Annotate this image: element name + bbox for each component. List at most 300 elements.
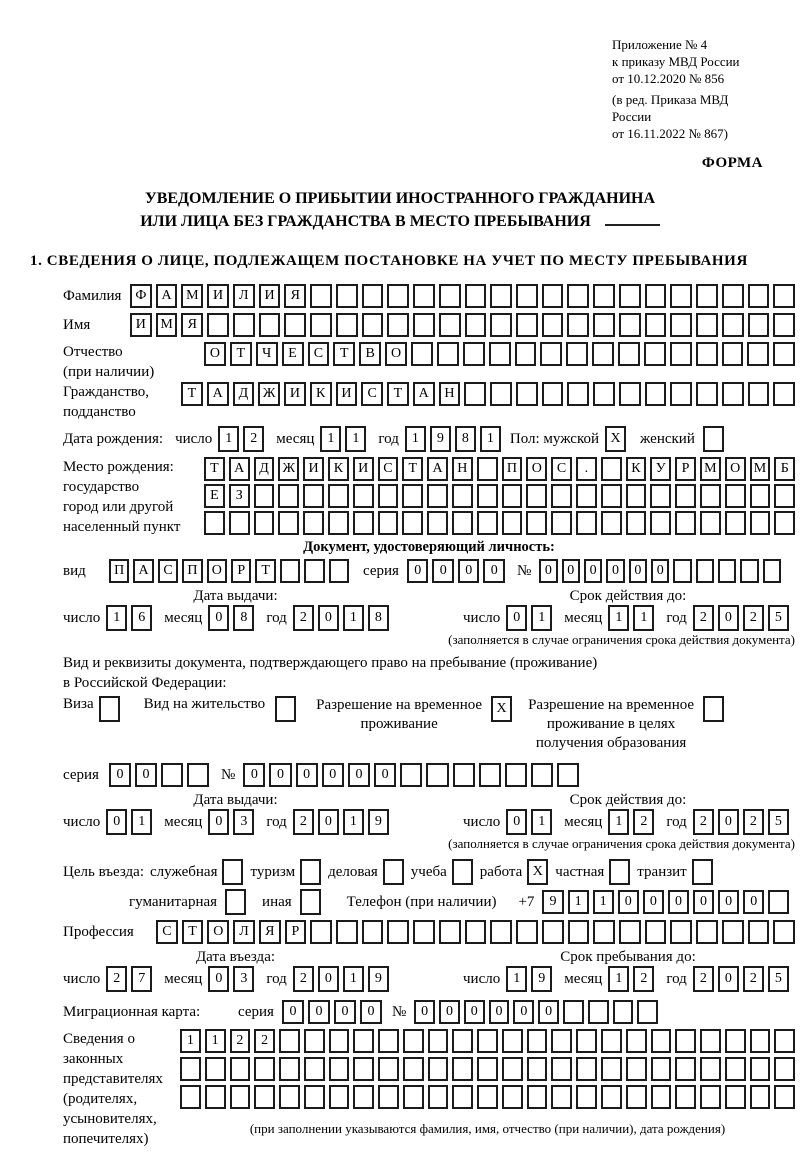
char-box[interactable]: З	[229, 484, 250, 508]
char-box[interactable]	[303, 484, 324, 508]
char-box[interactable]: И	[303, 457, 324, 481]
char-box[interactable]	[675, 511, 696, 535]
char-box[interactable]	[279, 1057, 300, 1081]
char-box[interactable]	[490, 920, 512, 944]
char-box[interactable]	[378, 1057, 399, 1081]
char-box[interactable]	[551, 484, 572, 508]
char-box[interactable]	[670, 284, 692, 308]
char-box[interactable]	[502, 1057, 523, 1081]
char-box[interactable]: 5	[768, 966, 789, 992]
char-box[interactable]	[601, 1029, 622, 1053]
char-box[interactable]	[670, 382, 692, 406]
char-box[interactable]	[387, 284, 409, 308]
char-box[interactable]	[542, 920, 564, 944]
char-box[interactable]	[696, 342, 718, 366]
char-box[interactable]: 0	[318, 809, 339, 835]
char-box[interactable]: 9	[368, 966, 389, 992]
char-box[interactable]	[527, 1085, 548, 1109]
char-box[interactable]: 1	[608, 966, 629, 992]
char-box[interactable]	[465, 313, 487, 337]
char-box[interactable]	[645, 382, 667, 406]
char-box[interactable]	[99, 696, 120, 722]
char-box[interactable]	[651, 1085, 672, 1109]
char-box[interactable]: Л	[233, 920, 255, 944]
char-box[interactable]: 1	[405, 426, 426, 452]
char-box[interactable]	[230, 1085, 251, 1109]
char-box[interactable]	[426, 763, 448, 787]
char-box[interactable]: 0	[360, 1000, 382, 1024]
char-box[interactable]	[411, 342, 433, 366]
char-box[interactable]: 2	[693, 605, 714, 631]
char-box[interactable]	[593, 284, 615, 308]
char-box[interactable]: Т	[402, 457, 423, 481]
char-box[interactable]	[626, 484, 647, 508]
char-box[interactable]: 0	[606, 559, 624, 583]
char-box[interactable]	[187, 763, 209, 787]
char-box[interactable]: Т	[230, 342, 252, 366]
char-box[interactable]: 0	[439, 1000, 460, 1024]
char-box[interactable]: 8	[233, 605, 254, 631]
char-box[interactable]: 1	[131, 809, 152, 835]
char-box[interactable]: 1	[531, 605, 552, 631]
char-box[interactable]	[516, 920, 538, 944]
char-box[interactable]: Б	[774, 457, 795, 481]
char-box[interactable]	[650, 511, 671, 535]
char-box[interactable]	[592, 342, 614, 366]
char-box[interactable]	[502, 511, 523, 535]
char-box[interactable]: 2	[693, 809, 714, 835]
char-box[interactable]	[651, 1029, 672, 1053]
char-box[interactable]	[452, 1029, 473, 1053]
char-box[interactable]: 0	[308, 1000, 330, 1024]
char-box[interactable]	[675, 1057, 696, 1081]
char-box[interactable]	[329, 559, 349, 583]
char-box[interactable]	[278, 511, 299, 535]
char-box[interactable]	[725, 1057, 746, 1081]
char-box[interactable]	[531, 763, 553, 787]
char-box[interactable]	[593, 382, 615, 406]
char-box[interactable]: 1	[345, 426, 366, 452]
char-box[interactable]	[353, 1085, 374, 1109]
char-box[interactable]	[750, 484, 771, 508]
char-box[interactable]: Р	[675, 457, 696, 481]
char-box[interactable]	[279, 1085, 300, 1109]
char-box[interactable]	[310, 920, 332, 944]
char-box[interactable]	[427, 484, 448, 508]
char-box[interactable]	[439, 284, 461, 308]
char-box[interactable]	[387, 920, 409, 944]
char-box[interactable]: 0	[414, 1000, 435, 1024]
char-box[interactable]	[516, 284, 538, 308]
char-box[interactable]	[303, 511, 324, 535]
char-box[interactable]: 1	[106, 605, 127, 631]
char-box[interactable]	[452, 1057, 473, 1081]
char-box[interactable]: 5	[768, 605, 789, 631]
char-box[interactable]: 0	[513, 1000, 534, 1024]
char-box[interactable]	[542, 313, 564, 337]
char-box[interactable]: Т	[255, 559, 275, 583]
char-box[interactable]	[725, 1029, 746, 1053]
char-box[interactable]: С	[551, 457, 572, 481]
char-box[interactable]: 0	[668, 890, 689, 914]
char-box[interactable]	[542, 284, 564, 308]
char-box[interactable]	[259, 313, 281, 337]
char-box[interactable]	[353, 1057, 374, 1081]
char-box[interactable]	[601, 1085, 622, 1109]
char-box[interactable]: 1	[343, 966, 364, 992]
char-box[interactable]: П	[182, 559, 202, 583]
char-box[interactable]	[180, 1085, 201, 1109]
char-box[interactable]	[329, 1029, 350, 1053]
char-box[interactable]	[254, 511, 275, 535]
char-box[interactable]: 1	[480, 426, 501, 452]
char-box[interactable]	[722, 382, 744, 406]
char-box[interactable]: Е	[282, 342, 304, 366]
char-box[interactable]: Т	[181, 382, 203, 406]
char-box[interactable]	[387, 313, 409, 337]
char-box[interactable]: Я	[259, 920, 281, 944]
char-box[interactable]: А	[207, 382, 229, 406]
char-box[interactable]	[703, 696, 724, 722]
char-box[interactable]: 0	[584, 559, 602, 583]
char-box[interactable]	[696, 313, 718, 337]
char-box[interactable]	[329, 1057, 350, 1081]
char-box[interactable]	[722, 284, 744, 308]
char-box[interactable]: 0	[374, 763, 396, 787]
char-box[interactable]	[645, 313, 667, 337]
char-box[interactable]	[593, 313, 615, 337]
char-box[interactable]	[563, 1000, 584, 1024]
char-box[interactable]	[557, 763, 579, 787]
char-box[interactable]	[748, 382, 770, 406]
char-box[interactable]: 2	[293, 605, 314, 631]
char-box[interactable]: К	[310, 382, 332, 406]
char-box[interactable]: 2	[293, 809, 314, 835]
char-box[interactable]	[675, 1085, 696, 1109]
char-box[interactable]	[551, 1085, 572, 1109]
char-box[interactable]: 0	[483, 559, 505, 583]
char-box[interactable]: 1	[180, 1029, 201, 1053]
char-box[interactable]	[336, 313, 358, 337]
char-box[interactable]: 0	[106, 809, 127, 835]
char-box[interactable]	[773, 342, 795, 366]
char-box[interactable]	[477, 511, 498, 535]
char-box[interactable]: X	[605, 426, 626, 452]
char-box[interactable]	[400, 763, 422, 787]
char-box[interactable]	[601, 511, 622, 535]
char-box[interactable]: 0	[693, 890, 714, 914]
char-box[interactable]	[254, 1057, 275, 1081]
char-box[interactable]	[278, 484, 299, 508]
char-box[interactable]	[336, 920, 358, 944]
char-box[interactable]	[413, 313, 435, 337]
char-box[interactable]	[576, 511, 597, 535]
char-box[interactable]	[542, 382, 564, 406]
char-box[interactable]: Н	[452, 457, 473, 481]
char-box[interactable]	[205, 1085, 226, 1109]
char-box[interactable]: 0	[208, 809, 229, 835]
char-box[interactable]	[692, 859, 713, 885]
char-box[interactable]: 2	[633, 966, 654, 992]
char-box[interactable]: 8	[455, 426, 476, 452]
char-box[interactable]: 1	[320, 426, 341, 452]
char-box[interactable]: 0	[718, 966, 739, 992]
char-box[interactable]	[567, 284, 589, 308]
char-box[interactable]: О	[207, 559, 227, 583]
char-box[interactable]	[613, 1000, 634, 1024]
char-box[interactable]: Е	[204, 484, 225, 508]
char-box[interactable]	[353, 1029, 374, 1053]
char-box[interactable]: 1	[343, 809, 364, 835]
char-box[interactable]	[275, 696, 296, 722]
char-box[interactable]: Ч	[256, 342, 278, 366]
char-box[interactable]	[748, 920, 770, 944]
char-box[interactable]	[576, 484, 597, 508]
char-box[interactable]	[526, 511, 547, 535]
char-box[interactable]: Т	[387, 382, 409, 406]
char-box[interactable]	[362, 313, 384, 337]
char-box[interactable]: X	[491, 696, 512, 722]
char-box[interactable]	[747, 342, 769, 366]
char-box[interactable]	[353, 511, 374, 535]
char-box[interactable]: 0	[718, 890, 739, 914]
char-box[interactable]: 0	[718, 809, 739, 835]
char-box[interactable]: Р	[231, 559, 251, 583]
char-box[interactable]	[428, 1029, 449, 1053]
char-box[interactable]: .	[576, 457, 597, 481]
char-box[interactable]	[490, 382, 512, 406]
char-box[interactable]	[588, 1000, 609, 1024]
char-box[interactable]: 0	[506, 605, 527, 631]
char-box[interactable]	[601, 457, 622, 481]
char-box[interactable]: 0	[109, 763, 131, 787]
char-box[interactable]: 0	[135, 763, 157, 787]
char-box[interactable]	[336, 284, 358, 308]
char-box[interactable]: О	[204, 342, 226, 366]
char-box[interactable]	[601, 484, 622, 508]
char-box[interactable]: И	[207, 284, 229, 308]
char-box[interactable]	[465, 284, 487, 308]
char-box[interactable]	[413, 920, 435, 944]
char-box[interactable]	[567, 313, 589, 337]
char-box[interactable]	[650, 484, 671, 508]
char-box[interactable]	[619, 313, 641, 337]
char-box[interactable]: 0	[407, 559, 429, 583]
char-box[interactable]	[773, 382, 795, 406]
char-box[interactable]: С	[158, 559, 178, 583]
char-box[interactable]: А	[413, 382, 435, 406]
char-box[interactable]	[362, 920, 384, 944]
char-box[interactable]: 1	[506, 966, 527, 992]
char-box[interactable]	[696, 284, 718, 308]
char-box[interactable]	[362, 284, 384, 308]
char-box[interactable]	[540, 342, 562, 366]
char-box[interactable]	[645, 920, 667, 944]
char-box[interactable]: В	[359, 342, 381, 366]
char-box[interactable]	[526, 484, 547, 508]
char-box[interactable]: Т	[333, 342, 355, 366]
char-box[interactable]	[161, 763, 183, 787]
char-box[interactable]	[718, 559, 736, 583]
char-box[interactable]: X	[527, 859, 548, 885]
char-box[interactable]	[725, 511, 746, 535]
char-box[interactable]	[452, 511, 473, 535]
char-box[interactable]	[489, 342, 511, 366]
char-box[interactable]: Л	[233, 284, 255, 308]
char-box[interactable]: 1	[218, 426, 239, 452]
char-box[interactable]	[576, 1085, 597, 1109]
char-box[interactable]	[310, 284, 332, 308]
char-box[interactable]: С	[361, 382, 383, 406]
char-box[interactable]	[502, 1085, 523, 1109]
char-box[interactable]	[403, 1085, 424, 1109]
char-box[interactable]	[673, 559, 691, 583]
char-box[interactable]: С	[378, 457, 399, 481]
char-box[interactable]: А	[133, 559, 153, 583]
char-box[interactable]	[477, 1029, 498, 1053]
char-box[interactable]	[567, 382, 589, 406]
char-box[interactable]: О	[385, 342, 407, 366]
char-box[interactable]	[490, 313, 512, 337]
char-box[interactable]: И	[336, 382, 358, 406]
char-box[interactable]: 0	[208, 966, 229, 992]
char-box[interactable]	[207, 313, 229, 337]
char-box[interactable]: 9	[430, 426, 451, 452]
char-box[interactable]: 7	[131, 966, 152, 992]
char-box[interactable]	[740, 559, 758, 583]
char-box[interactable]	[773, 920, 795, 944]
char-box[interactable]: 0	[743, 890, 764, 914]
char-box[interactable]: 0	[334, 1000, 356, 1024]
char-box[interactable]	[516, 313, 538, 337]
char-box[interactable]	[403, 1057, 424, 1081]
char-box[interactable]	[428, 1085, 449, 1109]
char-box[interactable]	[300, 889, 321, 915]
char-box[interactable]	[700, 1029, 721, 1053]
char-box[interactable]	[515, 342, 537, 366]
char-box[interactable]	[527, 1057, 548, 1081]
char-box[interactable]	[750, 1057, 771, 1081]
char-box[interactable]: 2	[243, 426, 264, 452]
char-box[interactable]	[675, 1029, 696, 1053]
char-box[interactable]	[722, 342, 744, 366]
char-box[interactable]: 0	[269, 763, 291, 787]
char-box[interactable]: О	[526, 457, 547, 481]
char-box[interactable]	[378, 1085, 399, 1109]
char-box[interactable]: 2	[254, 1029, 275, 1053]
char-box[interactable]	[304, 1057, 325, 1081]
char-box[interactable]	[463, 342, 485, 366]
char-box[interactable]: Я	[284, 284, 306, 308]
char-box[interactable]	[452, 484, 473, 508]
char-box[interactable]: 0	[208, 605, 229, 631]
char-box[interactable]	[725, 1085, 746, 1109]
char-box[interactable]: 1	[608, 809, 629, 835]
char-box[interactable]: М	[156, 313, 178, 337]
char-box[interactable]	[254, 484, 275, 508]
char-box[interactable]	[774, 484, 795, 508]
char-box[interactable]	[774, 1085, 795, 1109]
char-box[interactable]	[700, 484, 721, 508]
char-box[interactable]	[774, 1057, 795, 1081]
char-box[interactable]	[773, 284, 795, 308]
char-box[interactable]: 0	[539, 559, 557, 583]
char-box[interactable]: И	[130, 313, 152, 337]
char-box[interactable]: 0	[562, 559, 580, 583]
char-box[interactable]	[279, 1029, 300, 1053]
char-box[interactable]: М	[750, 457, 771, 481]
char-box[interactable]: 2	[293, 966, 314, 992]
char-box[interactable]: А	[427, 457, 448, 481]
char-box[interactable]	[750, 1085, 771, 1109]
char-box[interactable]	[644, 342, 666, 366]
char-box[interactable]	[479, 763, 501, 787]
char-box[interactable]	[383, 859, 404, 885]
char-box[interactable]: У	[650, 457, 671, 481]
char-box[interactable]	[353, 484, 374, 508]
char-box[interactable]	[304, 1085, 325, 1109]
char-box[interactable]	[284, 313, 306, 337]
char-box[interactable]: 3	[233, 809, 254, 835]
char-box[interactable]: 0	[464, 1000, 485, 1024]
char-box[interactable]: 6	[131, 605, 152, 631]
char-box[interactable]: А	[229, 457, 250, 481]
char-box[interactable]	[626, 1057, 647, 1081]
char-box[interactable]	[670, 342, 692, 366]
char-box[interactable]: 0	[318, 605, 339, 631]
char-box[interactable]	[609, 859, 630, 885]
char-box[interactable]	[576, 1057, 597, 1081]
char-box[interactable]: А	[156, 284, 178, 308]
char-box[interactable]	[619, 382, 641, 406]
char-box[interactable]	[300, 859, 321, 885]
char-box[interactable]	[229, 511, 250, 535]
char-box[interactable]	[378, 484, 399, 508]
char-box[interactable]: Ж	[278, 457, 299, 481]
char-box[interactable]	[576, 1029, 597, 1053]
char-box[interactable]	[477, 1057, 498, 1081]
char-box[interactable]	[464, 382, 486, 406]
char-box[interactable]	[502, 1029, 523, 1053]
char-box[interactable]: 0	[651, 559, 669, 583]
char-box[interactable]	[180, 1057, 201, 1081]
char-box[interactable]	[225, 889, 246, 915]
char-box[interactable]	[626, 1085, 647, 1109]
char-box[interactable]	[750, 511, 771, 535]
char-box[interactable]	[304, 1029, 325, 1053]
char-box[interactable]: К	[626, 457, 647, 481]
char-box[interactable]	[700, 511, 721, 535]
char-box[interactable]	[280, 559, 300, 583]
char-box[interactable]: 2	[743, 966, 764, 992]
char-box[interactable]	[763, 559, 781, 583]
char-box[interactable]	[477, 457, 498, 481]
char-box[interactable]	[725, 484, 746, 508]
char-box[interactable]	[502, 484, 523, 508]
char-box[interactable]: П	[502, 457, 523, 481]
char-box[interactable]: И	[353, 457, 374, 481]
char-box[interactable]	[477, 484, 498, 508]
char-box[interactable]	[551, 1057, 572, 1081]
char-box[interactable]: 9	[368, 809, 389, 835]
char-box[interactable]	[310, 313, 332, 337]
char-box[interactable]: 2	[743, 809, 764, 835]
char-box[interactable]	[700, 1085, 721, 1109]
char-box[interactable]	[304, 559, 324, 583]
char-box[interactable]	[601, 1057, 622, 1081]
char-box[interactable]	[402, 511, 423, 535]
char-box[interactable]	[505, 763, 527, 787]
